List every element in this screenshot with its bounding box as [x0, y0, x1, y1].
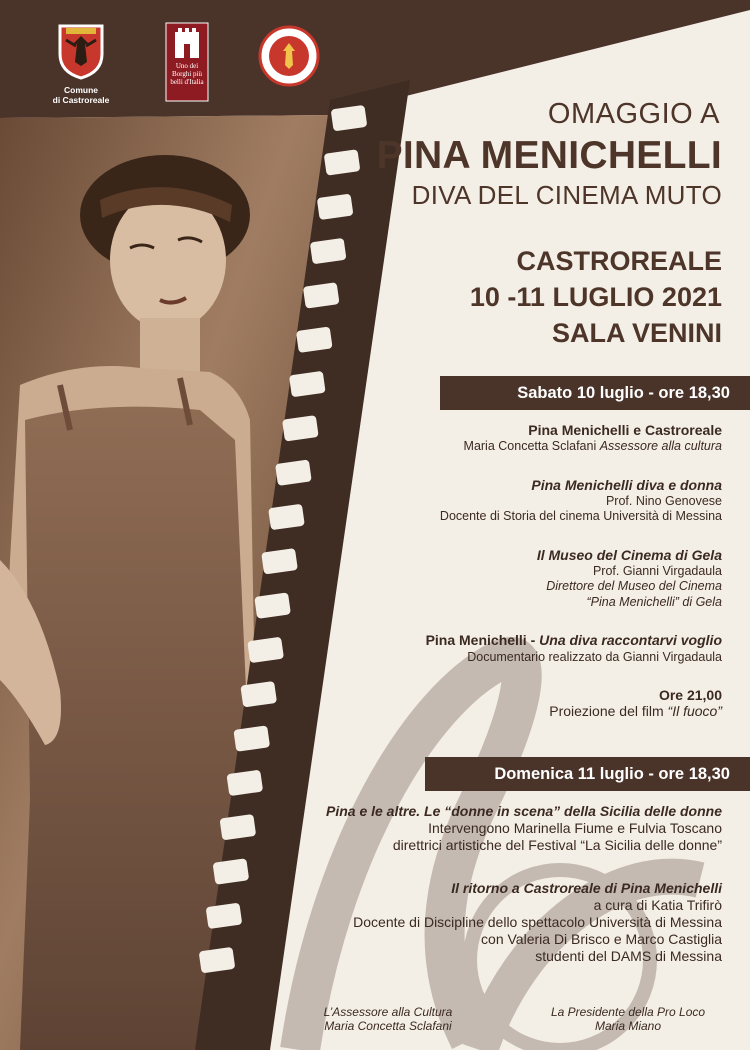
sun-item-2 — [353, 880, 722, 965]
film-perforation — [331, 105, 368, 132]
signature-right-role: La Presidente della Pro Loco — [550, 1005, 706, 1019]
film-perforation — [317, 194, 354, 221]
title-main: PINA MENICHELLI — [376, 134, 722, 177]
film-perforation — [268, 504, 305, 531]
film-perforation — [247, 637, 284, 664]
sun-item-1-role: direttrici artistiche del Festival “La Sicilia delle donne” — [392, 837, 722, 853]
film-perforation — [206, 903, 243, 930]
sun-item-2-title: Il ritorno a Castroreale di Pina Menichelli — [451, 880, 722, 896]
borghi-text: Uno dei Borghi più belli d'Italia — [170, 62, 204, 86]
signature-presidente — [528, 1005, 728, 1033]
sat-item-2-title: Pina Menichelli diva e donna — [531, 477, 722, 493]
sat-item-4-title: Pina Menichelli - — [425, 632, 540, 648]
logo-comune — [42, 22, 120, 105]
logo-borghi — [165, 22, 209, 107]
film-perforation — [254, 592, 291, 619]
sat-item-3 — [537, 548, 722, 610]
film-perforation — [261, 548, 298, 575]
film-perforation — [296, 326, 333, 353]
sat-item-1-role: Assessore alla cultura — [599, 438, 722, 453]
sat-item-3-title: Il Museo del Cinema di Gela — [536, 547, 722, 563]
signature-assessore — [288, 1005, 488, 1033]
coat-of-arms-icon — [56, 22, 106, 80]
film-perforation — [233, 725, 270, 752]
sun-item-2-guests: con Valeria Di Brisco e Marco Castiglia — [481, 931, 722, 947]
sat-item-3-role: Direttore del Museo del Cinema — [546, 579, 722, 593]
film-perforation — [240, 681, 277, 708]
sunday-band: Domenica 11 luglio - ore 18,30 — [425, 757, 750, 791]
sun-item-2-curator: a cura di Katia Trifirò — [593, 897, 722, 913]
sat-item-3-role2: “Pina Menichelli” di Gela — [586, 594, 722, 609]
comune-caption: Comune di Castroreale — [52, 85, 110, 105]
sat-item-1 — [464, 423, 722, 454]
sat-item-2-role: Docente di Storia del cinema Università di Messina — [439, 509, 722, 523]
sun-item-2-role: Docente di Discipline dello spettacolo Università di Messina — [353, 914, 722, 930]
sat-item-2-name: Prof. Nino Genovese — [605, 493, 722, 508]
proloco-seal-icon — [258, 25, 320, 87]
film-perforation — [275, 459, 312, 486]
film-perforation — [226, 770, 263, 797]
sat-item-4-title-italic: Una diva raccontarvi voglio — [539, 632, 722, 648]
title-subtitle: DIVA DEL CINEMA MUTO — [411, 180, 722, 210]
sat-item-1-name: Maria Concetta Sclafani — [463, 438, 600, 453]
sat-item-5-time: Ore 21,00 — [658, 687, 722, 703]
event-dates: 10 -11 LUGLIO 2021 — [469, 282, 722, 312]
sat-item-5-desc: Proiezione del film — [549, 702, 668, 719]
event-place: CASTROREALE — [516, 246, 722, 276]
film-perforation — [324, 149, 361, 176]
sat-item-2 — [440, 478, 722, 525]
sat-item-4-desc: Documentario realizzato da Gianni Virgadaula — [467, 649, 722, 664]
sat-item-5-film: “Il fuoco” — [667, 702, 722, 719]
sun-item-1 — [326, 803, 722, 854]
logo-proloco — [258, 25, 320, 92]
signature-right-name: Maria Miano — [594, 1019, 662, 1033]
film-perforation — [310, 238, 347, 265]
sun-item-2-guests-role: studenti del DAMS di Messina — [535, 948, 722, 964]
event-venue: SALA VENINI — [551, 318, 722, 348]
film-perforation — [282, 415, 319, 442]
sat-item-3-name: Prof. Gianni Virgadaula — [592, 563, 722, 578]
film-perforation — [303, 282, 340, 309]
signature-left-name: Maria Concetta Sclafani — [324, 1019, 452, 1033]
sun-item-1-title: Pina e le altre. Le “donne in scena” della Sicilia delle donne — [325, 803, 722, 819]
sun-item-1-speakers: Intervengono Marinella Fiume e Fulvia Toscano — [428, 820, 722, 836]
film-perforation — [199, 947, 236, 974]
sat-item-5 — [549, 688, 722, 719]
signature-left-role: L’Assessore alla Cultura — [323, 1005, 453, 1019]
saturday-band: Sabato 10 luglio - ore 18,30 — [440, 376, 750, 410]
film-perforation — [219, 814, 256, 841]
film-perforation — [213, 858, 250, 885]
sat-item-4 — [426, 633, 722, 665]
title-line1: OMAGGIO A — [547, 98, 720, 130]
film-perforation — [289, 371, 326, 398]
sat-item-1-title: Pina Menichelli e Castroreale — [528, 422, 722, 438]
